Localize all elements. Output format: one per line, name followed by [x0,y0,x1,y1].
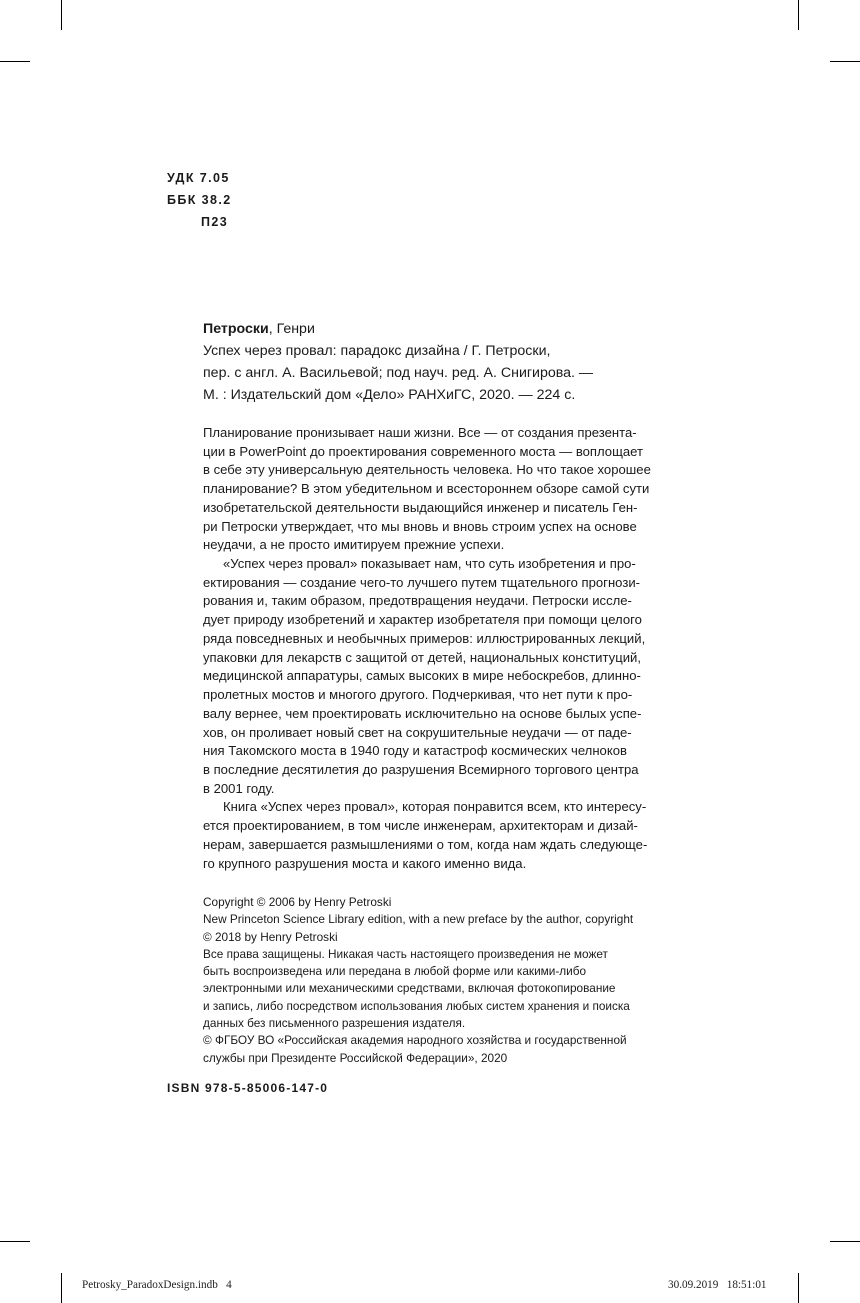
abstract-line: планирование? В этом убедительном и всестороннем обзоре самой сути [203,481,650,497]
abstract-line: дует природу изобретений и характер изобретателя при помощи целого [203,612,642,628]
classification-codes [167,167,232,233]
crop-mark [798,1273,799,1303]
abstract-line: ри Петроски утверждает, что мы вновь и вновь строим успех на основе [203,518,637,534]
copyright-line: © ФГБОУ ВО «Российская академия народного хозяйства и государственной [203,1033,627,1048]
abstract-line: го крупного разрушения моста и какого именно вида. [203,855,527,871]
abstract-line: неудачи, а не просто имитируем прежние успехи. [203,537,505,553]
copyright-line: электронными или механическими средствами, включая фотокопирование [203,981,616,996]
bbk-code: ББК 38.2 [167,193,232,207]
udk-code: УДК 7.05 [167,171,230,185]
abstract-line: нерам, завершается размышлениями о том, когда нам ждать следующе- [203,836,648,852]
abstract-line: ции в PowerPoint до проектирования современного моста — воплощает [203,443,643,459]
copyright-line: быть воспроизведена или передана в любой форме или какими-либо [203,964,587,979]
abstract-line: ектирования — создание чего-то лучшего путем тщательного прогнози- [203,574,640,590]
crop-mark [0,61,30,62]
abstract-line: в себе эту универсальную деятельность человека. Но что такое хорошее [203,462,651,478]
biblio-line: Успех через провал: парадокс дизайна / Г. Петроски, [203,343,551,359]
copyright-line: данных без письменного разрешения издателя. [203,1016,466,1031]
abstract-line: Книга «Успех через провал», которая понравится всем, кто интересу- [223,799,647,815]
crop-mark [798,0,799,30]
copyright-block [203,894,703,1067]
biblio-line: пер. с англ. А. Васильевой; под науч. ред. А. Снигирова. — [203,365,594,381]
bibliographic-record [203,318,723,406]
copyright-line: © 2018 by Henry Petroski [203,929,338,944]
crop-mark [830,61,860,62]
author-surname: Петроски [203,321,269,337]
abstract-line: медицинской аппаратуры, самых высоких в мире небоскребов, длинно- [203,668,641,684]
abstract-line: хов, он проливает новый свет на сокрушительные неудачи — от паде- [203,724,632,740]
abstract-line: изобретательской деятельности выдающийся инженер и писатель Ген- [203,499,638,515]
abstract [203,424,703,873]
abstract-line: пролетных мостов и многого другого. Подчеркивая, что нет пути к про- [203,687,633,703]
crop-mark [830,1241,860,1242]
abstract-line: «Успех через провал» показывает нам, что суть изобретения и про- [223,556,636,572]
abstract-line: валу вернее, чем проектировать исключительно на основе былых успе- [203,705,642,721]
biblio-line: М. : Издательский дом «Дело» РАНХиГС, 2020. — 224 с. [203,387,576,403]
copyright-line: Copyright © 2006 by Henry Petroski [203,895,392,909]
crop-mark [61,0,62,30]
copyright-line: и запись, либо посредством использования любых систем хранения и поиска [203,998,630,1013]
abstract-line: ряда повседневных и необычных примеров: иллюстрированных лекций, [203,630,646,646]
author-given-name: , Генри [268,321,315,337]
abstract-line: в 2001 году. [203,780,275,796]
copyright-line: службы при Президенте Российской Федерации», 2020 [203,1050,508,1065]
crop-mark [0,1241,30,1242]
abstract-line: упаковки для лекарств с защитой от детей, национальных конституций, [203,649,641,665]
footer-file-info: Petrosky_ParadoxDesign.indb 4 [82,1279,232,1291]
abstract-line: ния Такомского моста в 1940 году и катастроф космических челноков [203,743,627,759]
abstract-line: Планирование пронизывает наши жизни. Все — от создания презента- [203,425,637,440]
author-mark: П23 [201,215,229,229]
abstract-line: ется проектированием, в том числе инженерам, архитекторам и дизай- [203,818,638,834]
copyright-line: New Princeton Science Library edition, with a new preface by the author, copyright [203,912,634,927]
abstract-line: в последние десятилетия до разрушения Всемирного торгового центра [203,761,639,777]
footer-timestamp: 30.09.2019 18:51:01 [668,1279,767,1291]
isbn: ISBN 978-5-85006-147-0 [167,1081,329,1095]
author-line [203,318,723,340]
copyright-line: Все права защищены. Никакая часть настоящего произведения не может [203,946,608,961]
abstract-line: рования и, таким образом, предотвращения неудачи. Петроски иссле- [203,593,632,609]
crop-mark [61,1273,62,1303]
